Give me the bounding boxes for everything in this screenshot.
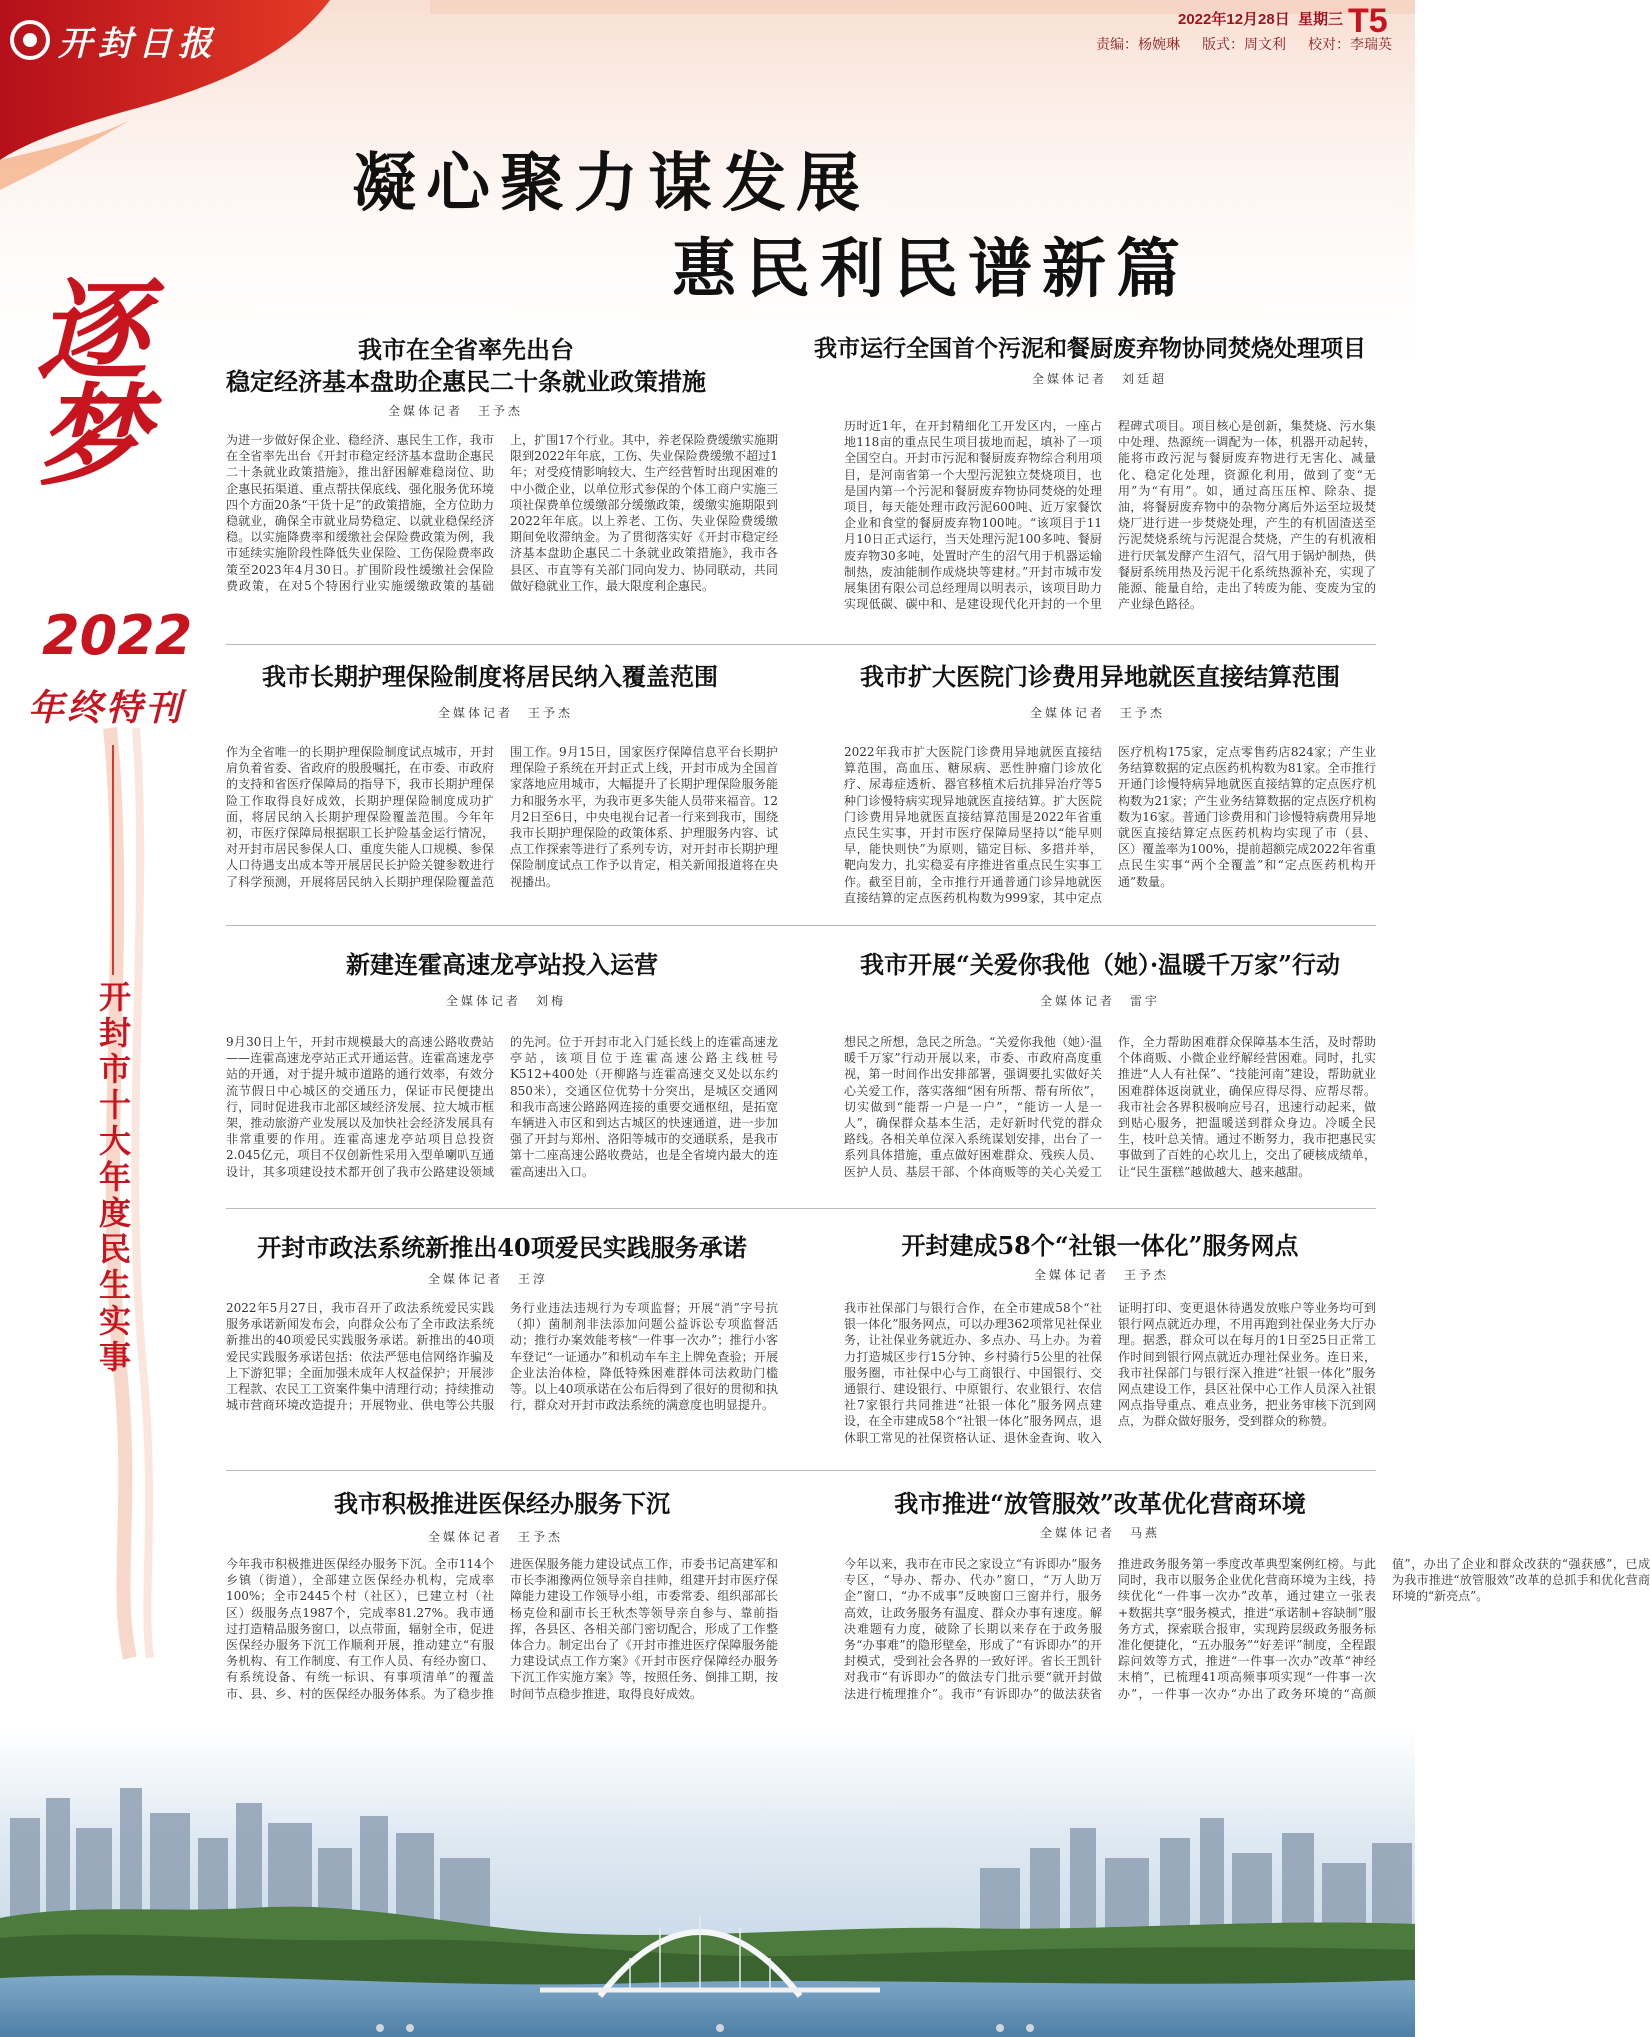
article-6-byline: 全媒体记者 雷宇: [1040, 994, 1161, 1008]
article-6-headline: 我市开展“关爱你我他（她）·温暖千万家”行动: [860, 950, 1340, 979]
article-9-body: 今年我市积极推进医保经办服务下沉。全市114个乡镇（街道），全部建立医保经办机构，完成率100%；全市2445个村（社区），已建立村（社区）级服务点1987个，完成率81.27%。我市通过打造精品服务窗口，以点带面，辐射全市，促进医保经办服务下沉工作顺利开展，推动建立“有服务机构、有工作制度、有工作人员、有经办窗口、有系统设备、有统一标识、有事项清单”的覆盖市、县、乡、村的医保经办服务体系。为了稳步推进医保服务能力建设试点工作，市委书记高建军和市长李湘豫两位领导亲自挂帅，组建开封市医疗保障能力建设工作领导小组，市委常委、组织部部长杨克俭和副市长王秋杰等领导亲自参与、靠前指挥，各县区、各相关部门密切配合，形成了工作整体合力。制定出台了《开封市推进医疗保障服务能力建设试点工作方案》《开封市医疗保障经办服务下沉工作实施方案》等，按照任务、倒排工期，按时间节点稳步推进，取得良好成效。: [226, 1557, 778, 1701]
article-2-body: 历时近1年，在开封精细化工开发区内，一座占地118亩的重点民生项目拔地而起，填补了一项全国空白。开封市污泥和餐厨废弃物综合利用项目，是河南省第一个大型污泥独立焚烧项目，也是国内第一个污泥和餐厨废弃物协同焚烧的处理项目，每天能处理市政污泥600吨、近万家餐饮企业和食堂的餐厨废弃物100吨。“该项目于11月10日正式运行，当天处理污泥100多吨、餐厨废弃物30多吨，处置时产生的沼气用于机器运输制热，废油能制作成烧块等建材。”开封市城市发展集团有限公司总经理周以明表示，该项目助力实现低碳、碳中和、是建设现代化开封的一个里程碑式项目。项目核心是创新，集焚烧、污水集中处理、热源统一调配为一体，机器开动起转，能将市政污泥与餐厨废弃物进行无害化、减量化、稳定化处理，资源化利用，做到了变“无用”为“有用”。如，通过高压压榨、除杂、提油，将餐厨废弃物中的杂物分离后外运至垃圾焚烧厂进行进一步焚烧处理，产生的有机固渣送至污泥焚烧系统与污泥混合焚烧，产生的有机液相进行厌氧发酵产生沼气，沼气用于锅炉制热，供餐厨系统用热及污泥干化系统热源补充，实现了能源、能量自给，走出了转废为能、变废为宝的产业绿色路径。: [844, 419, 1376, 612]
credit-editor: 责编：杨婉琳: [1096, 36, 1180, 52]
article-3-body: 作为全省唯一的长期护理保险制度试点城市，开封肩负着省委、省政府的殷殷嘱托，在市委、市政府的支持和省医疗保障局的指导下，我市长期护理保险工作取得良好成效，长期护理保险制度成功扩面，将居民纳入长期护理保险覆盖范围。今年年初，市医疗保障局根据职工长护险基金运行情况，对开封市居民参保人口、重度失能人口规模、参保人口待遇支出成本等开展居民长护险关键参数进行了科学预测，开展将居民纳入长期护理保险覆盖范围工作。9月15日，国家医疗保障信息平台长期护理保险子系统在开封正式上线，开封市成为全国首家落地应用城市，大幅提升了长期护理保险服务能力和服务水平，为我市更多失能人员带来福音。12月2日至6日，中央电视台记者一行来到我市，围绕我市长期护理保险的政策体系、护理服务内容、试点工作探索等进行了系列专访，对开封市长期护理保险制度试点工作予以肯定，相关新闻报道将在央视播出。: [226, 745, 778, 889]
article-7-body: 2022年5月27日，我市召开了政法系统爱民实践服务承诺新闻发布会，向群众公布了全市政法系统新推出的40项爱民实践服务承诺。新推出的40项爱民实践服务承诺包括：依法严惩电信网络诈骗及上下游犯罪；全面加强未成年人权益保护；开展涉工程款、农民工工资案件集中清理行动；持续推动城市营商环境改造提升；开展物业、供电等公共服务行业违法违规行为专项监督；开展“消”字号抗（抑）菌制剂非法添加问题公益诉讼专项监督活动；推行办案效能考核“一件事一次办”；推行小客车登记“一证通办”和机动车车主上牌免查验；开展企业法治体检，降低特殊困难群体司法救助门槛等。以上40项承诺在公布后得到了很好的贯彻和执行，群众对开封市政法系统的满意度也明显提升。: [226, 1301, 778, 1413]
issue-date: 2022年12月28日: [1178, 11, 1290, 28]
article-9-headline: 我市积极推进医保经办服务下沉: [334, 1489, 670, 1518]
section-divider-1: [226, 644, 1376, 645]
main-title-line-1: 凝心聚力谋发展: [352, 147, 870, 221]
section-divider-2: [226, 925, 1376, 926]
sidebar-year: 2022: [42, 604, 193, 667]
article-5-headline: 新建连霍高速龙亭站投入运营: [346, 950, 658, 979]
article-7-byline: 全媒体记者 王淳: [428, 1272, 549, 1286]
article-10-body: 今年以来，我市在市民之家设立“有诉即办”服务专区，“导办、帮办、代办”窗口，“万人助万企”窗口，“办不成事”反映窗口三窗并行，服务高效，让政务服务有温度、群众办事有速度。解决难题有力度，破除了长期以来存在于政务服务“办事难”的隐形壁垒，形成了“有诉即办”的开封模式，受到社会各界的一致好评。省长王凯针对我市“有诉即办”的做法专门批示要“就开封做法进行梳理推介”。我市“有诉即办”的做法获省推进政务服务第一季度改革典型案例红榜。与此同时，我市以服务企业优化营商环境为主线，持续优化“一件事一次办”改革，通过建立一张表+数据共享“服务模式，推进“承诺制+容缺制”服务方式，探索联合报审，实现跨层级政务服务标准化便捷化，“五办服务”“好差评”制度，全程跟踪问效等方式，推进“一件事一次办”改革“神经末梢”，已梳理41项高频事项实现“一件事一次办”，一件事一次办“办出了政务环境的“高颜值”，办出了企业和群众改获的“强获感”，已成为我市推进“放管服效”改革的总抓手和优化营商环境的“新亮点”。: [844, 1557, 1650, 1701]
brand: [10, 18, 218, 62]
article-8-byline: 全媒体记者 王予杰: [1034, 1268, 1170, 1282]
article-8-headline: 开封建成58个“社银一体化”服务网点: [901, 1231, 1299, 1260]
article-10-byline: 全媒体记者 马燕: [1040, 1526, 1161, 1540]
article-2-headline: 我市运行全国首个污泥和餐厨废弃物协同焚烧处理项目: [814, 335, 1366, 362]
main-title-line-2: 惠民利民谱新篇: [672, 233, 1190, 307]
article-4-byline: 全媒体记者 王予杰: [1030, 706, 1166, 720]
credit-proofreader: 校对：李瑞英: [1308, 36, 1392, 52]
newspaper-name: 开封日报: [58, 23, 218, 64]
article-6-body: 想民之所想，急民之所急。“关爱你我他（她）·温暖千万家”行动开展以来，市委、市政府高度重视，第一时间作出安排部署，强调要扎实做好关心关爱工作，落实落细“困有所帮、帮有所依”，切实做到“能帮一户是一户”，“能访一人是一人”，确保群众基本生活，走好新时代党的群众路线。各相关单位深入系统谋划安排，出台了一系列具体措施，重点做好困难群众、残疾人员、医护人员、基层干部、个体商贩等的关心关爱工作，全力帮助困难群众保障基本生活，及时帮助个体商贩、小微企业纾解经营困难。同时，扎实推进“人人有社保”、“技能河南”建设，帮助就业困难群体返岗就业，确保应得尽得、应帮尽帮。我市社会各界积极响应号召，迅速行动起来，做到贴心服务，把温暖送到群众身边。冷暖全民生，枝叶总关情。通过不断努力，我市把惠民实事做到了百姓的心坎儿上，交出了硬核成绩单，让“民生蛋糕”越做越大、越来越甜。: [844, 1035, 1376, 1179]
article-10-headline: 我市推进“放管服效”改革优化营商环境: [894, 1489, 1306, 1518]
article-4-headline: 我市扩大医院门诊费用异地就医直接结算范围: [860, 662, 1340, 691]
article-8-body: 我市社保部门与银行合作，在全市建成58个“社银一体化”服务网点，可以办理362项常见社保业务，让社保业务就近办、多点办、马上办。为着力打造城区步行15分钟、乡村骑行5公里的社保服务圈，市社保中心与工商银行、中国银行、交通银行、建设银行、中原银行、农业银行、农信社7家银行共同推进“社银一体化”服务网点建设，在全市建成58个“社银一体化”服务网点，退休职工常见的社保资格认证、退休金查询、收入证明打印、变更退休待遇发放账户等业务均可到银行网点就近办理，不用再跑到社保业务大厅办理。据悉，群众可以在每月的1日至25日正常工作时间到银行网点就近办理社保业务。连日来，我市社保部门与银行深入推进“社银一体化”服务网点建设工作，县区社保中心工作人员深入社银网点指导重点、难点业务，把业务审核下沉到网点，为群众做好服务，受到群众的称赞。: [844, 1301, 1376, 1445]
article-7-headline: 开封市政法系统新推出40项爱民实践服务承诺: [257, 1233, 747, 1262]
section-divider-3: [226, 1208, 1376, 1209]
article-4-body: 2022年我市扩大医院门诊费用异地就医直接结算范围，高血压、糖尿病、恶性肿瘤门诊放化疗、尿毒症透析、器官移植术后抗排异治疗等5种门诊慢特病实现异地就医直接结算。扩大医院门诊费用异地就医直接结算范围是2022年省重点民生实事，开封市医疗保障局坚持以“能早则早，能快则快”为原则，锚定目标、多措并举，靶向发力，扎实稳妥有序推进省重点民生实事工作。截至目前，全市推行开通普通门诊异地就医直接结算的定点医药机构数为999家，其中定点医疗机构175家，定点零售药店824家；产生业务结算数据的定点医药机构数为81家。全市推行开通门诊慢特病异地就医直接结算的定点医疗机构数为21家；产生业务结算数据的定点医疗机构数为16家。普通门诊费用和门诊慢特病费用异地就医直接结算定点医药机构均实现了市（县、区）覆盖率为100%，提前超额完成2022年省重点民生实事“两个全覆盖”和“定点医药机构开通”数量。: [844, 745, 1376, 905]
kf-logo-icon: [10, 20, 50, 60]
article-2-byline: 全媒体记者 刘廷超: [1032, 372, 1168, 386]
sidebar-divider: [112, 745, 114, 975]
article-1-byline: 全媒体记者 王予杰: [388, 404, 524, 418]
article-1-body: 为进一步做好保企业、稳经济、惠民生工作，我市在全省率先出台《开封市稳定经济基本盘助企惠民二十条就业政策措施》，推出舒困解难稳岗位、助企惠民拓渠道、重点帮扶保底线、强化服务优环境四个方面20条“干货十足”的政策措施，全方位助力稳就业，确保全市就业局势稳定、以就业稳保经济稳。以实施降费率和缓缴社会保险费政策为例，我市延续实施阶段性降低失业保险、工伤保险费率政策至2023年4月30日。扩围阶段性缓缴社会保险费政策，在对5个特困行业实施缓缴政策的基础上，扩围17个行业。其中，养老保险费缓缴实施期限到2022年年底，工伤、失业保险费缓缴不超过1年；对受疫情影响较大、生产经营暂时出现困难的中小微企业，以单位形式参保的个体工商户实施三项社保费单位缓缴部分缓缴政策，缓缴实施期限到2022年年底。以上养老、工伤、失业保险费缓缴期间免收滞纳金。为了贯彻落实好《开封市稳定经济基本盘助企惠民二十条就业政策措施》，我市各县区、市直等有关部门同向发力、协同联动，共同做好稳就业工作，最大限度利企惠民。: [226, 433, 778, 593]
article-9-byline: 全媒体记者 王予杰: [428, 1530, 564, 1544]
sidebar-special-edition: 年终特刊: [28, 688, 185, 729]
credit-layout: 版式：周文利: [1202, 36, 1286, 52]
editor-credits: [1096, 34, 1392, 54]
article-5-body: 9月30日上午，开封市规模最大的高速公路收费站——连霍高速龙亭站正式开通运营。连霍高速龙亭站的开通，对于提升城市道路的通行效率，有效分流节假日中心城区的交通压力，保证市民便捷出行，同时促进我市北部区域经济发展、拉大城市框架，推动旅游产业发展以及加快社会经济发展具有非常重要的作用。连霍高速龙亭站项目总投资2.045亿元，项目不仅创新性采用入型单喇叭互通设计，其多项建设技术都开创了我市公路建设领域的先河。位于开封市北入门延长线上的连霍高速龙亭站，该项目位于连霍高速公路主线桩号K512+400处（开柳路与连霍高速交叉处以东约850米），交通区位优势十分突出，是城区交通网和我市高速公路路网连接的重要交通枢纽，是拓宽车辆进入市区和到达古城区的快速通道，进一步加强了开封与郑州、洛阳等城市的交通联系，是我市第十二座高速公路收费站，也是全省境内最大的连霍高速出入口。: [226, 1035, 778, 1179]
page-number: T5: [1348, 2, 1388, 40]
article-1-headline-line-2: 稳定经济基本盘助企惠民二十条就业政策措施: [226, 367, 706, 396]
issue-weekday: 星期三: [1298, 11, 1344, 28]
sidebar-calligraphy-title: 逐梦: [19, 272, 148, 484]
article-5-byline: 全媒体记者 刘梅: [446, 994, 567, 1008]
sidebar-vertical-caption: 开封市十大年度民生实事: [94, 980, 132, 1376]
article-3-byline: 全媒体记者 王予杰: [438, 706, 574, 720]
article-3-headline: 我市长期护理保险制度将居民纳入覆盖范围: [262, 662, 718, 691]
article-1-headline-line-1: 我市在全省率先出台: [358, 335, 574, 364]
city-skyline-photo: [0, 1728, 1415, 2037]
section-divider-4: [226, 1470, 1376, 1471]
